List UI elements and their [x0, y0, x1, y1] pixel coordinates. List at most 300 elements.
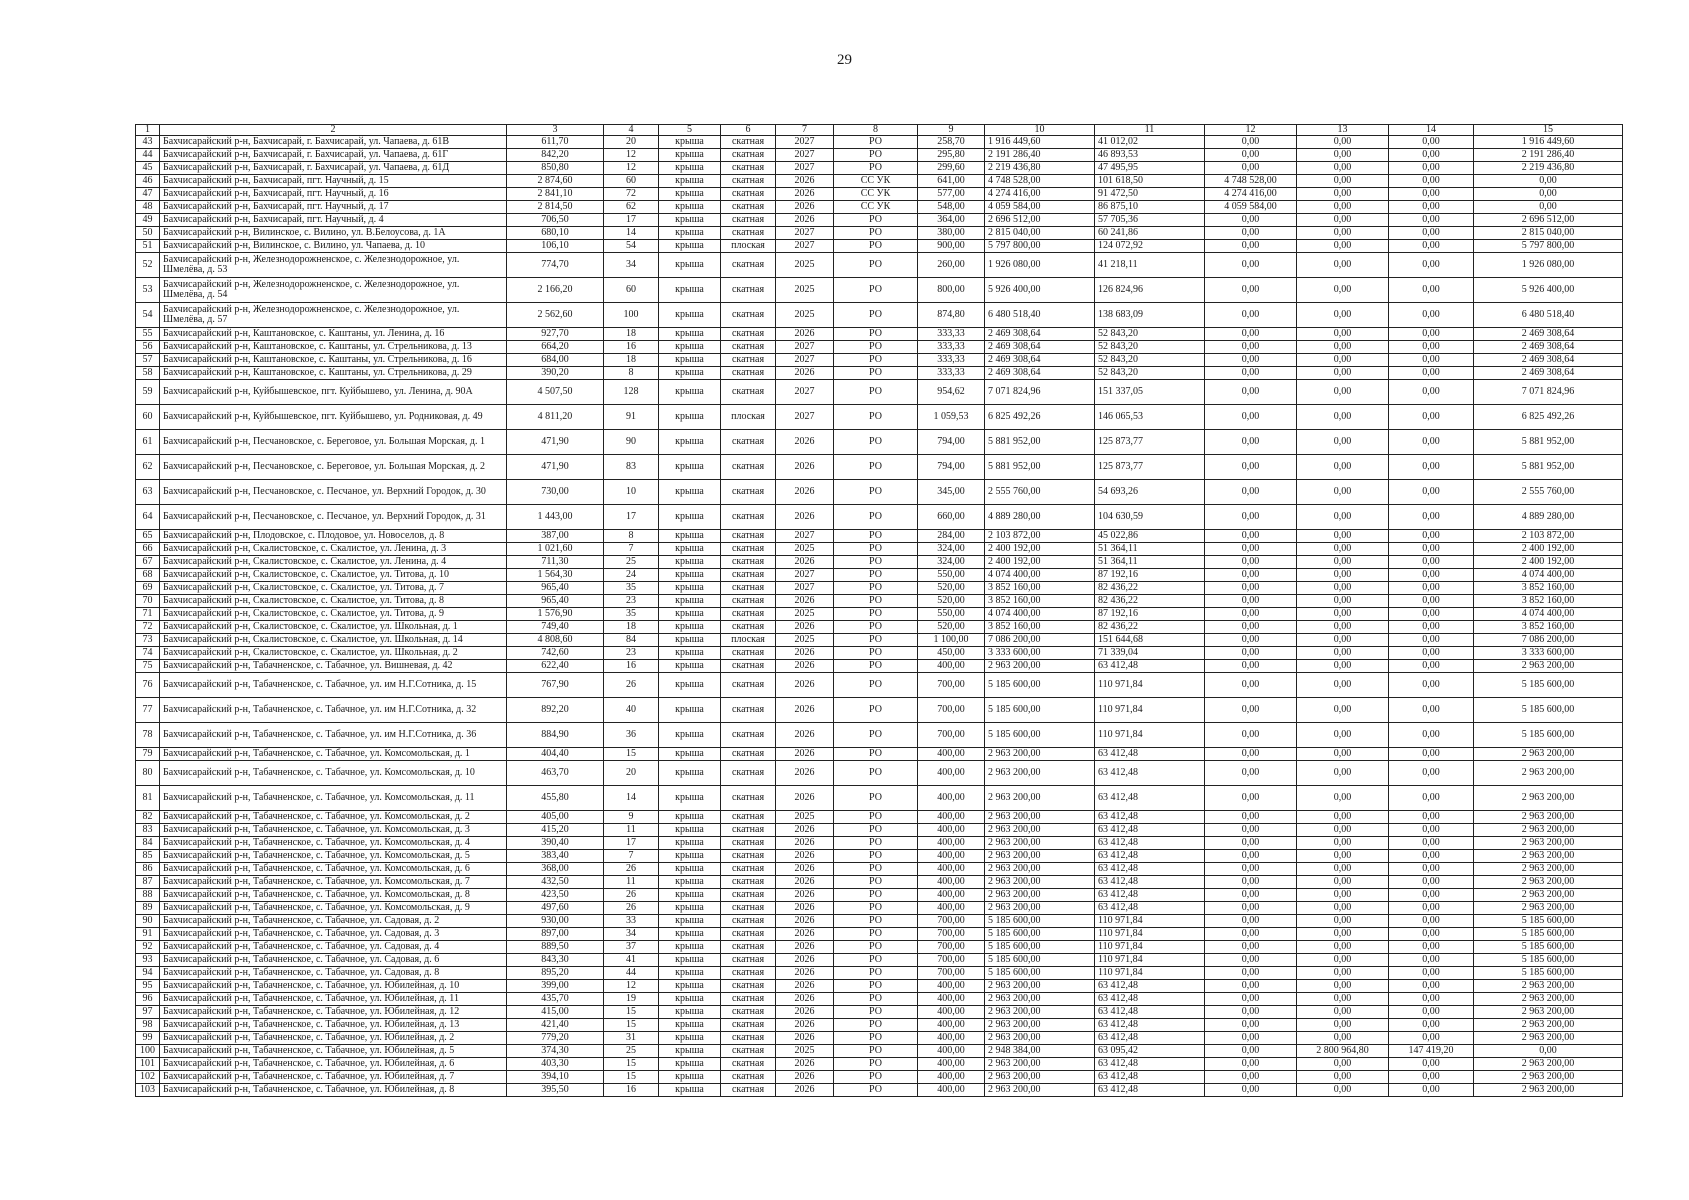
cell-address: Бахчисарайский р-н, Табачненское, с. Табачное, ул. Садовая, д. 3 — [160, 928, 507, 941]
cell-total-cost: 2 555 760,00 — [985, 480, 1095, 505]
cell-total-cost: 2 963 200,00 — [985, 824, 1095, 837]
cell-row-number: 54 — [136, 303, 160, 328]
cell-fund-4: 5 185 600,00 — [1474, 673, 1623, 698]
cell-fund-2: 0,00 — [1297, 405, 1389, 430]
table-row — [136, 837, 1623, 850]
cell-row-number: 99 — [136, 1032, 160, 1045]
cell-address: Бахчисарайский р-н, Табачненское, с. Табачное, ул. Юбилейная, д. 7 — [160, 1071, 507, 1084]
cell-residents: 60 — [604, 175, 659, 188]
cell-address: Бахчисарайский р-н, Каштановское, с. Каштаны, ул. Стрельникова, д. 13 — [160, 341, 507, 354]
cell-fund-2: 0,00 — [1297, 505, 1389, 530]
table-row — [136, 621, 1623, 634]
cell-fund-3: 0,00 — [1389, 162, 1474, 175]
cell-row-number: 102 — [136, 1071, 160, 1084]
cell-fund-3: 0,00 — [1389, 582, 1474, 595]
cell-fund-3: 147 419,20 — [1389, 1045, 1474, 1058]
cell-fund-1: 0,00 — [1205, 328, 1297, 341]
cell-fund-4: 6 480 518,40 — [1474, 303, 1623, 328]
cell-method: РО — [834, 530, 918, 543]
cell-year: 2027 — [776, 341, 834, 354]
cell-total-cost: 5 185 600,00 — [985, 954, 1095, 967]
cell-fund-4: 2 963 200,00 — [1474, 902, 1623, 915]
cell-extra-cost: 87 192,16 — [1095, 608, 1205, 621]
cell-element: крыша — [659, 698, 721, 723]
cell-address: Бахчисарайский р-н, Табачненское, с. Табачное, ул. Комсомольская, д. 1 — [160, 748, 507, 761]
cell-fund-3: 0,00 — [1389, 673, 1474, 698]
cell-fund-1: 0,00 — [1205, 240, 1297, 253]
table-row — [136, 227, 1623, 240]
cell-fund-3: 0,00 — [1389, 1058, 1474, 1071]
cell-total-cost: 2 963 200,00 — [985, 1032, 1095, 1045]
cell-extra-cost: 82 436,22 — [1095, 621, 1205, 634]
cell-roof-type: скатная — [721, 455, 776, 480]
cell-fund-1: 4 748 528,00 — [1205, 175, 1297, 188]
cell-fund-4: 4 889 280,00 — [1474, 505, 1623, 530]
cell-area: 711,30 — [507, 556, 604, 569]
cell-residents: 33 — [604, 915, 659, 928]
cell-residents: 44 — [604, 967, 659, 980]
cell-fund-3: 0,00 — [1389, 175, 1474, 188]
cell-fund-2: 0,00 — [1297, 1071, 1389, 1084]
cell-year: 2026 — [776, 876, 834, 889]
cell-extra-cost: 45 022,86 — [1095, 530, 1205, 543]
cell-address: Бахчисарайский р-н, Табачненское, с. Табачное, ул. им Н.Г.Сотника, д. 32 — [160, 698, 507, 723]
cell-method: РО — [834, 240, 918, 253]
cell-extra-cost: 151 337,05 — [1095, 380, 1205, 405]
cell-fund-3: 0,00 — [1389, 341, 1474, 354]
cell-fund-3: 0,00 — [1389, 405, 1474, 430]
cell-fund-3: 0,00 — [1389, 786, 1474, 811]
cell-roof-type: скатная — [721, 341, 776, 354]
cell-year: 2026 — [776, 621, 834, 634]
cell-total-cost: 2 963 200,00 — [985, 761, 1095, 786]
cell-cost-per-unit: 333,33 — [918, 341, 985, 354]
cell-area: 843,30 — [507, 954, 604, 967]
cell-year: 2027 — [776, 582, 834, 595]
table-row — [136, 201, 1623, 214]
cell-fund-1: 0,00 — [1205, 430, 1297, 455]
cell-cost-per-unit: 400,00 — [918, 850, 985, 863]
cell-element: крыша — [659, 455, 721, 480]
cell-roof-type: скатная — [721, 303, 776, 328]
cell-element: крыша — [659, 608, 721, 621]
cell-total-cost: 2 469 308,64 — [985, 367, 1095, 380]
cell-address: Бахчисарайский р-н, Бахчисарай, пгт. Научный, д. 4 — [160, 214, 507, 227]
cell-cost-per-unit: 954,62 — [918, 380, 985, 405]
cell-fund-4: 3 852 160,00 — [1474, 595, 1623, 608]
cell-row-number: 57 — [136, 354, 160, 367]
table-row — [136, 556, 1623, 569]
cell-fund-2: 0,00 — [1297, 761, 1389, 786]
cell-method: РО — [834, 380, 918, 405]
cell-total-cost: 2 963 200,00 — [985, 889, 1095, 902]
cell-fund-3: 0,00 — [1389, 761, 1474, 786]
cell-roof-type: скатная — [721, 1019, 776, 1032]
table-row — [136, 863, 1623, 876]
cell-fund-2: 0,00 — [1297, 863, 1389, 876]
cell-fund-1: 0,00 — [1205, 380, 1297, 405]
cell-cost-per-unit: 284,00 — [918, 530, 985, 543]
cell-method: РО — [834, 621, 918, 634]
cell-row-number: 93 — [136, 954, 160, 967]
cell-total-cost: 5 185 600,00 — [985, 723, 1095, 748]
cell-residents: 20 — [604, 761, 659, 786]
cell-extra-cost: 110 971,84 — [1095, 915, 1205, 928]
table-row — [136, 698, 1623, 723]
cell-address: Бахчисарайский р-н, Табачненское, с. Табачное, ул. Садовая, д. 2 — [160, 915, 507, 928]
cell-address: Бахчисарайский р-н, Каштановское, с. Каштаны, ул. Стрельникова, д. 16 — [160, 354, 507, 367]
cell-row-number: 65 — [136, 530, 160, 543]
column-header-fund-2: 13 — [1297, 125, 1389, 136]
cell-fund-3: 0,00 — [1389, 303, 1474, 328]
cell-extra-cost: 63 412,48 — [1095, 1006, 1205, 1019]
table-row — [136, 595, 1623, 608]
cell-fund-4: 2 963 200,00 — [1474, 1058, 1623, 1071]
cell-roof-type: скатная — [721, 889, 776, 902]
cell-fund-4: 2 469 308,64 — [1474, 367, 1623, 380]
cell-row-number: 45 — [136, 162, 160, 175]
cell-element: крыша — [659, 149, 721, 162]
cell-row-number: 81 — [136, 786, 160, 811]
cell-extra-cost: 63 412,48 — [1095, 811, 1205, 824]
cell-extra-cost: 110 971,84 — [1095, 673, 1205, 698]
cell-roof-type: скатная — [721, 253, 776, 278]
cell-year: 2026 — [776, 647, 834, 660]
cell-fund-2: 0,00 — [1297, 954, 1389, 967]
cell-fund-4: 5 185 600,00 — [1474, 928, 1623, 941]
cell-area: 680,10 — [507, 227, 604, 240]
cell-residents: 14 — [604, 786, 659, 811]
cell-fund-4: 2 963 200,00 — [1474, 1019, 1623, 1032]
cell-fund-4: 2 400 192,00 — [1474, 543, 1623, 556]
cell-element: крыша — [659, 328, 721, 341]
cell-total-cost: 2 963 200,00 — [985, 1058, 1095, 1071]
cell-row-number: 55 — [136, 328, 160, 341]
cell-fund-2: 2 800 964,80 — [1297, 1045, 1389, 1058]
cell-fund-4: 2 963 200,00 — [1474, 1084, 1623, 1097]
cell-address: Бахчисарайский р-н, Скалистовское, с. Скалистое, ул. Ленина, д. 4 — [160, 556, 507, 569]
cell-method: РО — [834, 505, 918, 530]
cell-roof-type: скатная — [721, 505, 776, 530]
table-row — [136, 341, 1623, 354]
cell-row-number: 70 — [136, 595, 160, 608]
cell-cost-per-unit: 577,00 — [918, 188, 985, 201]
cell-area: 383,40 — [507, 850, 604, 863]
cell-fund-1: 0,00 — [1205, 980, 1297, 993]
cell-row-number: 67 — [136, 556, 160, 569]
cell-fund-2: 0,00 — [1297, 786, 1389, 811]
cell-row-number: 86 — [136, 863, 160, 876]
cell-area: 684,00 — [507, 354, 604, 367]
cell-fund-1: 0,00 — [1205, 149, 1297, 162]
cell-fund-2: 0,00 — [1297, 980, 1389, 993]
cell-roof-type: скатная — [721, 863, 776, 876]
cell-residents: 91 — [604, 405, 659, 430]
cell-cost-per-unit: 295,80 — [918, 149, 985, 162]
table-row — [136, 889, 1623, 902]
cell-roof-type: скатная — [721, 954, 776, 967]
cell-row-number: 58 — [136, 367, 160, 380]
cell-residents: 8 — [604, 367, 659, 380]
cell-roof-type: скатная — [721, 673, 776, 698]
cell-residents: 17 — [604, 505, 659, 530]
cell-address: Бахчисарайский р-н, Плодовское, с. Плодовое, ул. Новоселов, д. 8 — [160, 530, 507, 543]
cell-cost-per-unit: 700,00 — [918, 698, 985, 723]
cell-year: 2026 — [776, 367, 834, 380]
cell-total-cost: 2 103 872,00 — [985, 530, 1095, 543]
cell-method: СС УК — [834, 188, 918, 201]
cell-address: Бахчисарайский р-н, Скалистовское, с. Скалистое, ул. Титова, д. 10 — [160, 569, 507, 582]
cell-fund-4: 0,00 — [1474, 175, 1623, 188]
cell-fund-1: 0,00 — [1205, 543, 1297, 556]
cell-residents: 16 — [604, 341, 659, 354]
cell-area: 730,00 — [507, 480, 604, 505]
column-header-element: 5 — [659, 125, 721, 136]
cell-total-cost: 2 696 512,00 — [985, 214, 1095, 227]
cell-roof-type: скатная — [721, 188, 776, 201]
cell-year: 2027 — [776, 569, 834, 582]
cell-fund-3: 0,00 — [1389, 967, 1474, 980]
cell-year: 2027 — [776, 405, 834, 430]
cell-residents: 62 — [604, 201, 659, 214]
cell-fund-4: 2 963 200,00 — [1474, 1071, 1623, 1084]
cell-address: Бахчисарайский р-н, Табачненское, с. Табачное, ул. Комсомольская, д. 4 — [160, 837, 507, 850]
cell-year: 2026 — [776, 480, 834, 505]
column-header-row-number: 1 — [136, 125, 160, 136]
cell-year: 2026 — [776, 556, 834, 569]
cell-fund-2: 0,00 — [1297, 608, 1389, 621]
cell-method: РО — [834, 341, 918, 354]
cell-method: СС УК — [834, 175, 918, 188]
cell-element: крыша — [659, 786, 721, 811]
cell-extra-cost: 52 843,20 — [1095, 367, 1205, 380]
cell-address: Бахчисарайский р-н, Вилинское, с. Вилино, ул. В.Белоусова, д. 1А — [160, 227, 507, 240]
cell-roof-type: скатная — [721, 915, 776, 928]
cell-cost-per-unit: 700,00 — [918, 954, 985, 967]
cell-element: крыша — [659, 761, 721, 786]
cell-fund-1: 0,00 — [1205, 556, 1297, 569]
cell-row-number: 71 — [136, 608, 160, 621]
cell-total-cost: 5 185 600,00 — [985, 967, 1095, 980]
cell-residents: 18 — [604, 354, 659, 367]
cell-year: 2026 — [776, 1058, 834, 1071]
cell-fund-2: 0,00 — [1297, 278, 1389, 303]
cell-fund-1: 0,00 — [1205, 136, 1297, 149]
cell-fund-4: 2 469 308,64 — [1474, 354, 1623, 367]
cell-year: 2026 — [776, 786, 834, 811]
cell-row-number: 85 — [136, 850, 160, 863]
cell-fund-3: 0,00 — [1389, 530, 1474, 543]
cell-fund-4: 2 696 512,00 — [1474, 214, 1623, 227]
cell-roof-type: скатная — [721, 850, 776, 863]
cell-roof-type: скатная — [721, 136, 776, 149]
cell-address: Бахчисарайский р-н, Скалистовское, с. Скалистое, ул. Титова, д. 7 — [160, 582, 507, 595]
cell-cost-per-unit: 1 059,53 — [918, 405, 985, 430]
cell-fund-1: 0,00 — [1205, 278, 1297, 303]
cell-fund-1: 0,00 — [1205, 748, 1297, 761]
cell-fund-4: 2 963 200,00 — [1474, 850, 1623, 863]
cell-total-cost: 2 469 308,64 — [985, 354, 1095, 367]
cell-extra-cost: 125 873,77 — [1095, 430, 1205, 455]
cell-method: РО — [834, 1032, 918, 1045]
table-row — [136, 824, 1623, 837]
cell-extra-cost: 63 412,48 — [1095, 902, 1205, 915]
cell-year: 2025 — [776, 543, 834, 556]
cell-cost-per-unit: 299,60 — [918, 162, 985, 175]
cell-extra-cost: 63 412,48 — [1095, 660, 1205, 673]
cell-element: крыша — [659, 430, 721, 455]
cell-extra-cost: 63 412,48 — [1095, 748, 1205, 761]
cell-extra-cost: 110 971,84 — [1095, 941, 1205, 954]
cell-row-number: 43 — [136, 136, 160, 149]
cell-method: РО — [834, 748, 918, 761]
cell-fund-1: 0,00 — [1205, 993, 1297, 1006]
cell-fund-1: 0,00 — [1205, 761, 1297, 786]
cell-total-cost: 2 963 200,00 — [985, 748, 1095, 761]
cell-method: РО — [834, 863, 918, 876]
cell-residents: 15 — [604, 1071, 659, 1084]
cell-fund-2: 0,00 — [1297, 660, 1389, 673]
cell-fund-1: 0,00 — [1205, 214, 1297, 227]
table-row — [136, 660, 1623, 673]
cell-fund-3: 0,00 — [1389, 634, 1474, 647]
cell-roof-type: скатная — [721, 278, 776, 303]
cell-residents: 26 — [604, 902, 659, 915]
cell-element: крыша — [659, 303, 721, 328]
cell-cost-per-unit: 258,70 — [918, 136, 985, 149]
cell-fund-1: 0,00 — [1205, 253, 1297, 278]
cell-roof-type: скатная — [721, 1045, 776, 1058]
cell-roof-type: скатная — [721, 530, 776, 543]
cell-row-number: 63 — [136, 480, 160, 505]
cell-residents: 26 — [604, 673, 659, 698]
table-row — [136, 811, 1623, 824]
cell-element: крыша — [659, 621, 721, 634]
cell-roof-type: скатная — [721, 582, 776, 595]
cell-residents: 26 — [604, 863, 659, 876]
cell-area: 742,60 — [507, 647, 604, 660]
table-row — [136, 876, 1623, 889]
cell-fund-1: 4 059 584,00 — [1205, 201, 1297, 214]
cell-total-cost: 5 185 600,00 — [985, 698, 1095, 723]
cell-fund-2: 0,00 — [1297, 341, 1389, 354]
cell-fund-1: 0,00 — [1205, 354, 1297, 367]
cell-year: 2026 — [776, 863, 834, 876]
cell-row-number: 95 — [136, 980, 160, 993]
cell-fund-3: 0,00 — [1389, 748, 1474, 761]
cell-fund-4: 2 963 200,00 — [1474, 837, 1623, 850]
cell-fund-4: 2 963 200,00 — [1474, 1006, 1623, 1019]
cell-element: крыша — [659, 993, 721, 1006]
cell-fund-2: 0,00 — [1297, 1058, 1389, 1071]
cell-extra-cost: 47 495,95 — [1095, 162, 1205, 175]
cell-row-number: 68 — [136, 569, 160, 582]
table-row — [136, 634, 1623, 647]
cell-area: 399,00 — [507, 980, 604, 993]
cell-extra-cost: 63 412,48 — [1095, 850, 1205, 863]
cell-fund-3: 0,00 — [1389, 954, 1474, 967]
cell-fund-4: 2 963 200,00 — [1474, 761, 1623, 786]
cell-cost-per-unit: 400,00 — [918, 811, 985, 824]
cell-element: крыша — [659, 188, 721, 201]
cell-fund-4: 7 086 200,00 — [1474, 634, 1623, 647]
cell-year: 2027 — [776, 136, 834, 149]
cell-extra-cost: 125 873,77 — [1095, 455, 1205, 480]
table-row — [136, 455, 1623, 480]
cell-method: РО — [834, 149, 918, 162]
cell-address: Бахчисарайский р-н, Железнодорожненское, с. Железнодорожное, ул. Шмелёва, д. 53 — [160, 253, 507, 278]
cell-total-cost: 2 948 384,00 — [985, 1045, 1095, 1058]
cell-element: крыша — [659, 967, 721, 980]
cell-residents: 35 — [604, 608, 659, 621]
cell-fund-2: 0,00 — [1297, 1032, 1389, 1045]
cell-roof-type: скатная — [721, 569, 776, 582]
cell-cost-per-unit: 400,00 — [918, 1006, 985, 1019]
cell-total-cost: 5 881 952,00 — [985, 455, 1095, 480]
cell-cost-per-unit: 520,00 — [918, 582, 985, 595]
cell-method: РО — [834, 595, 918, 608]
table-row — [136, 188, 1623, 201]
cell-area: 842,20 — [507, 149, 604, 162]
cell-extra-cost: 63 412,48 — [1095, 993, 1205, 1006]
cell-total-cost: 4 889 280,00 — [985, 505, 1095, 530]
cell-area: 415,20 — [507, 824, 604, 837]
cell-area: 965,40 — [507, 595, 604, 608]
cell-row-number: 48 — [136, 201, 160, 214]
cell-element: крыша — [659, 634, 721, 647]
cell-fund-2: 0,00 — [1297, 1084, 1389, 1097]
cell-method: РО — [834, 162, 918, 175]
cell-residents: 16 — [604, 660, 659, 673]
cell-row-number: 72 — [136, 621, 160, 634]
cell-element: крыша — [659, 278, 721, 303]
cell-element: крыша — [659, 582, 721, 595]
cell-area: 423,50 — [507, 889, 604, 902]
cell-residents: 15 — [604, 1006, 659, 1019]
cell-residents: 35 — [604, 582, 659, 595]
cell-address: Бахчисарайский р-н, Каштановское, с. Каштаны, ул. Стрельникова, д. 29 — [160, 367, 507, 380]
cell-total-cost: 2 963 200,00 — [985, 980, 1095, 993]
cell-cost-per-unit: 700,00 — [918, 967, 985, 980]
table-row — [136, 967, 1623, 980]
table-row — [136, 723, 1623, 748]
cell-fund-1: 0,00 — [1205, 341, 1297, 354]
cell-year: 2027 — [776, 380, 834, 405]
cell-extra-cost: 63 412,48 — [1095, 1084, 1205, 1097]
cell-total-cost: 2 400 192,00 — [985, 543, 1095, 556]
cell-year: 2026 — [776, 188, 834, 201]
cell-extra-cost: 151 644,68 — [1095, 634, 1205, 647]
cell-fund-3: 0,00 — [1389, 698, 1474, 723]
cell-fund-4: 2 963 200,00 — [1474, 748, 1623, 761]
cell-cost-per-unit: 400,00 — [918, 1032, 985, 1045]
cell-cost-per-unit: 400,00 — [918, 1084, 985, 1097]
cell-element: крыша — [659, 811, 721, 824]
cell-area: 390,20 — [507, 367, 604, 380]
cell-method: РО — [834, 253, 918, 278]
cell-extra-cost: 124 072,92 — [1095, 240, 1205, 253]
cell-address: Бахчисарайский р-н, Табачненское, с. Табачное, ул. Юбилейная, д. 12 — [160, 1006, 507, 1019]
cell-cost-per-unit: 380,00 — [918, 227, 985, 240]
cell-residents: 25 — [604, 1045, 659, 1058]
cell-total-cost: 2 191 286,40 — [985, 149, 1095, 162]
cell-method: РО — [834, 928, 918, 941]
cell-fund-3: 0,00 — [1389, 1032, 1474, 1045]
cell-fund-2: 0,00 — [1297, 201, 1389, 214]
cell-fund-1: 0,00 — [1205, 837, 1297, 850]
cell-address: Бахчисарайский р-н, Каштановское, с. Каштаны, ул. Ленина, д. 16 — [160, 328, 507, 341]
cell-total-cost: 3 852 160,00 — [985, 621, 1095, 634]
